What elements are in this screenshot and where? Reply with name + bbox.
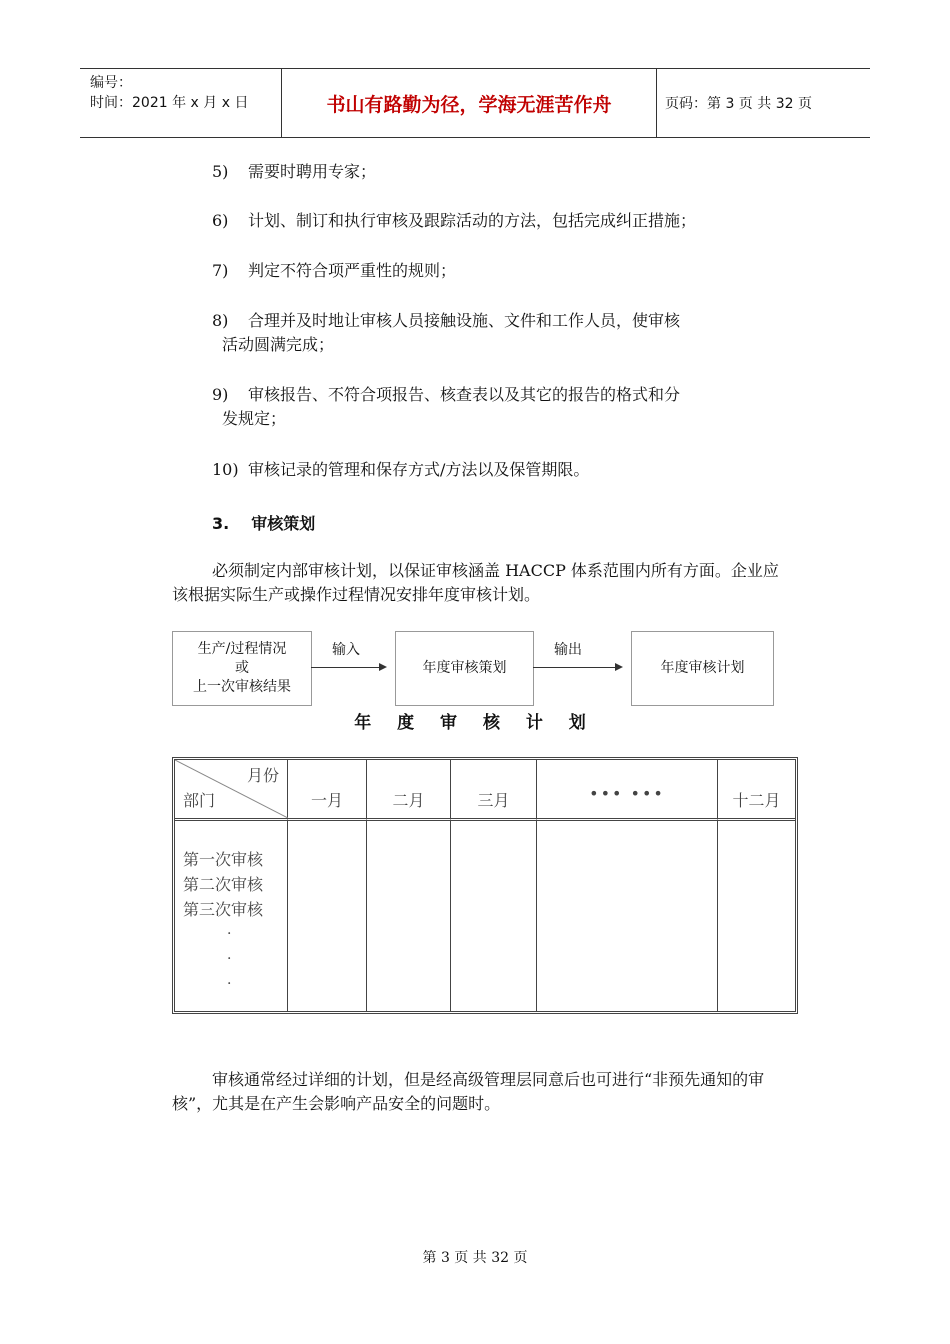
header-number-label: 编号： [90, 75, 132, 91]
header-motto: 书山有路勤为径，学海无涯苦作舟 [326, 93, 612, 116]
flow-box-plan: 年度审核计划 [631, 631, 774, 706]
table-header-cell: 二月 [367, 760, 451, 821]
header-page-info: 页码：第 3 页 共 32 页 [665, 96, 812, 112]
page-header [80, 68, 870, 138]
list-item: 7) 判定不符合项严重性的规则； [212, 261, 457, 280]
table-cell [367, 821, 451, 1011]
corner-dept-label: 部门 [183, 791, 216, 810]
table-header-cell: 三月 [451, 760, 537, 821]
table-row-label-cell: 第一次审核 第二次审核 第三次审核 · · · [175, 821, 288, 1011]
table-corner-cell [175, 760, 288, 821]
annual-audit-plan-table [172, 757, 798, 1014]
list-item: 5) 需要时聘用专家； [212, 162, 377, 181]
flow-arrow-label-output: 输出 [554, 642, 582, 658]
list-item: 8) 合理并及时地让审核人员接触设施、文件和工作人员，使审核 活动圆满完成； [212, 311, 681, 354]
table-cell [288, 821, 367, 1011]
flow-arrow [533, 667, 621, 668]
header-time-label: 时间：2021 年 x 月 x 日 [90, 95, 249, 111]
table-header-cell: ••• ••• [537, 760, 718, 821]
table-row-labels: 第一次审核 第二次审核 第三次审核 [183, 850, 264, 919]
list-item: 9) 审核报告、不符合项报告、核查表以及其它的报告的格式和分 发规定； [212, 385, 681, 428]
paragraph-unannounced: 审核通常经过详细的计划，但是经高级管理层同意后也可进行“非预先通知的审核”，尤其是在产生会影响产品安全的问题时。 [172, 1070, 765, 1113]
flow-arrow-label-input: 输入 [332, 642, 360, 658]
flow-box-input-source: 生产/过程情况 或 上一次审核结果 [172, 631, 312, 706]
corner-month-label: 月份 [246, 766, 279, 785]
page-footer: 第 3 页 共 32 页 [422, 1250, 528, 1266]
table-header-cell: 一月 [288, 760, 367, 821]
flow-arrow [311, 667, 385, 668]
table-cell [537, 821, 718, 1011]
paragraph-intro: 必须制定内部审核计划，以保证审核涵盖 HACCP 体系范围内所有方面。企业应该根据实际生产或操作过程情况安排年度审核计划。 [172, 561, 779, 604]
table-cell [451, 821, 537, 1011]
table-cell [718, 821, 795, 1011]
table-title: 年 度 审 核 计 划 [354, 713, 596, 733]
header-divider [656, 69, 657, 137]
section-heading: 3. 审核策划 [212, 514, 316, 533]
table-header-cell: 十二月 [718, 760, 795, 821]
header-meta [90, 73, 248, 113]
list-item: 10) 审核记录的管理和保存方式/方法以及保管期限。 [212, 460, 590, 479]
flow-box-planning: 年度审核策划 [395, 631, 534, 706]
list-item: 6) 计划、制订和执行审核及跟踪活动的方法，包括完成纠正措施； [212, 211, 697, 230]
